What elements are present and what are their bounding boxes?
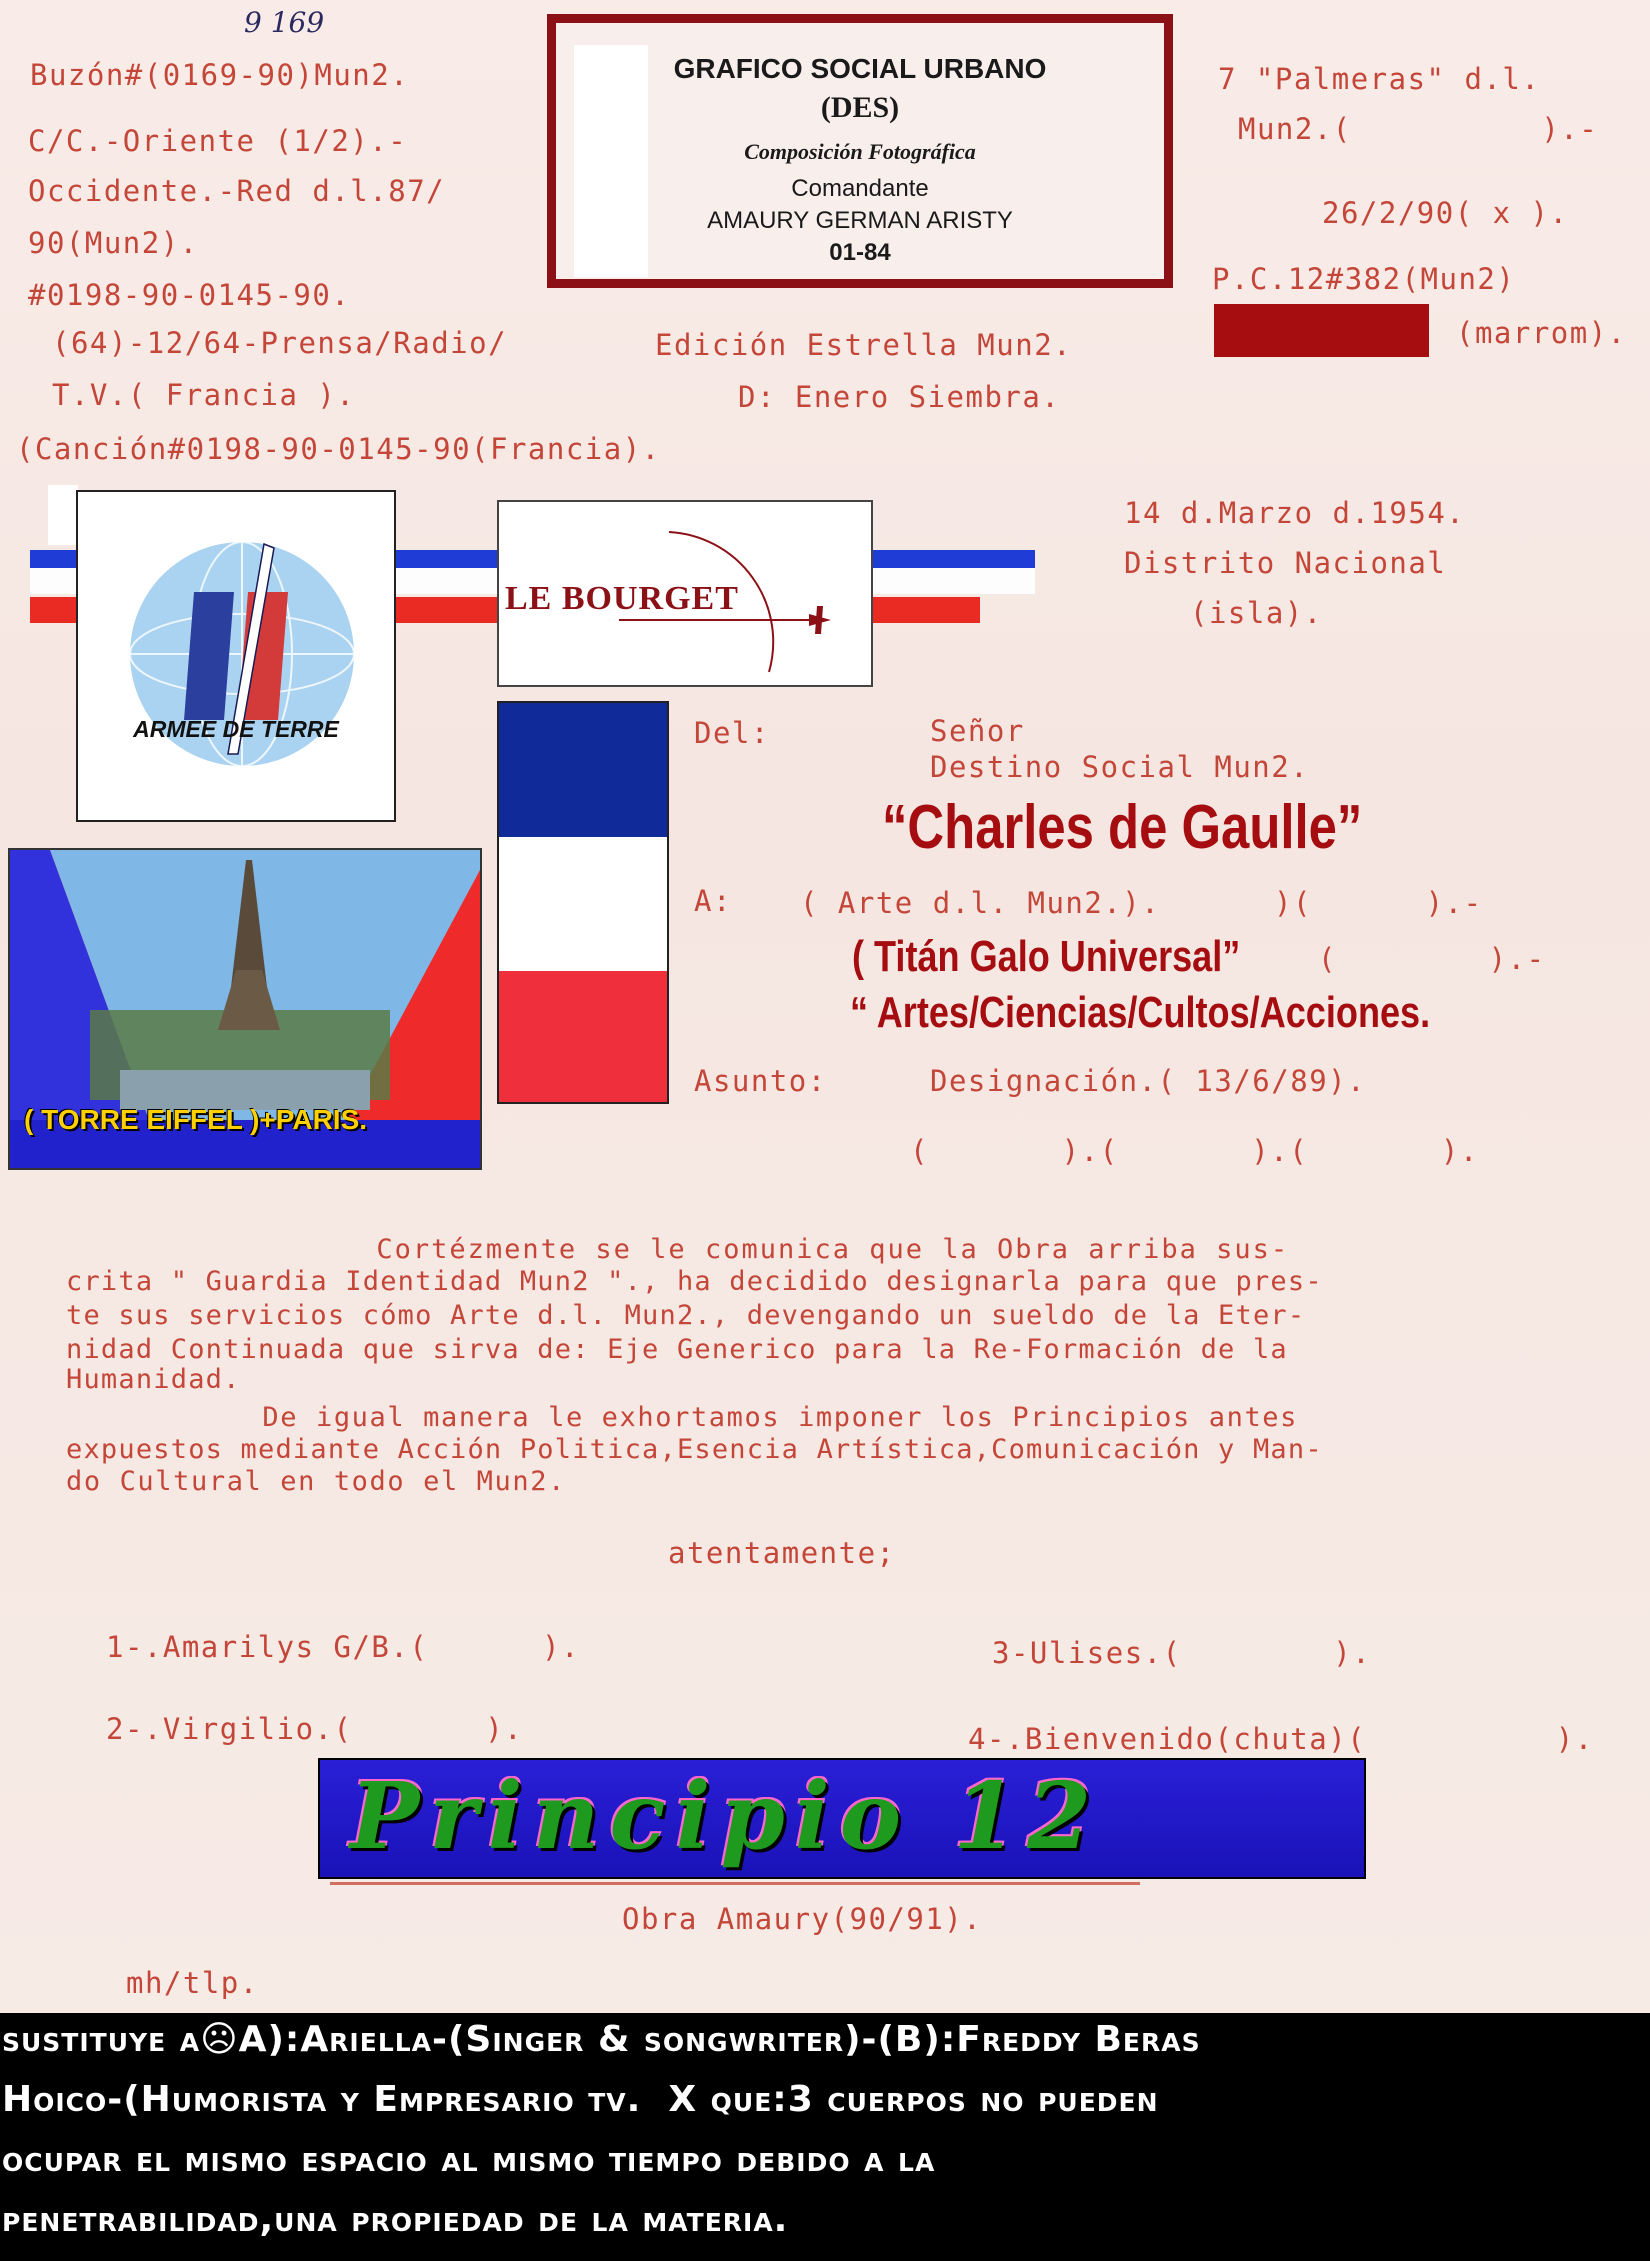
- flag-blue-band: [499, 703, 667, 837]
- signer-1: 1-.Amarilys G/B.( ).: [106, 1630, 580, 1664]
- del-destino: Destino Social Mun2.: [930, 750, 1310, 784]
- ref-number-line: #0198-90-0145-90.: [28, 278, 351, 312]
- buzon-line: Buzón#(0169-90)Mun2.: [30, 58, 410, 92]
- flag-red-band: [499, 971, 667, 1104]
- initials-line: mh/tlp.: [126, 1966, 259, 2000]
- footer-line-1: sustituye a☹A):Ariella-(Singer & songwriter)-(B):Freddy Beras: [2, 2019, 1201, 2060]
- a-value: ( Arte d.l. Mun2.). )( ).-: [800, 886, 1483, 920]
- stamp-line-2: (DES): [820, 91, 900, 124]
- stamp-line-3: Composición Fotográfica: [744, 139, 976, 164]
- eiffel-label: ( TORRE EIFFEL )+PARIS.: [24, 1104, 368, 1135]
- armee-de-terre-logo: [76, 490, 396, 822]
- body-line-7: expuestos mediante Acción Politica,Esencia Artística,Comunicación y Man-: [66, 1434, 1323, 1465]
- composition-stamp: [547, 14, 1173, 288]
- artes-heading: “ Artes/Ciencias/Cultos/Acciones.: [850, 988, 1431, 1037]
- charles-de-gaulle-heading: “Charles de Gaulle”: [882, 793, 1363, 862]
- occidente-line: Occidente.-Red d.l.87/: [28, 174, 446, 208]
- body-line-5: Humanidad.: [66, 1364, 241, 1395]
- pc-line: P.C.12#382(Mun2): [1212, 262, 1516, 296]
- principio-title: Principio 12: [350, 1762, 1102, 1870]
- le-bourget-logo: [497, 500, 873, 687]
- isla-line: (isla).: [1190, 596, 1323, 630]
- palmeras-line: 7 "Palmeras" d.l.: [1218, 62, 1541, 96]
- mun2-blank-line: Mun2.( ).-: [1238, 112, 1599, 146]
- flag-white-band: [499, 837, 667, 971]
- edition-line: Edición Estrella Mun2.: [655, 328, 1073, 362]
- header-date: 26/2/90( x ).: [1322, 196, 1569, 230]
- handwritten-number: 9 169: [244, 6, 325, 39]
- body-line-2: crita " Guardia Identidad Mun2 "., ha decidido designarla para que pres-: [66, 1266, 1323, 1297]
- cancion-line: (Canción#0198-90-0145-90(Francia).: [16, 432, 661, 466]
- body-line-1: Cortézmente se le comunica que la Obra arriba sus-: [66, 1234, 1290, 1265]
- titan-heading: ( Titán Galo Universal”: [852, 932, 1241, 981]
- obra-line: Obra Amaury(90/91).: [622, 1902, 983, 1936]
- eiffel-tower-panel: [8, 848, 482, 1170]
- signer-3: 3-Ulises.( ).: [992, 1636, 1372, 1670]
- ref-mun2-line: 90(Mun2).: [28, 226, 199, 260]
- distrito-line: Distrito Nacional: [1124, 546, 1447, 580]
- cc-oriente-line: C/C.-Oriente (1/2).-: [28, 124, 408, 158]
- body-line-8: do Cultural en todo el Mun2.: [66, 1466, 566, 1497]
- white-corner: [48, 485, 78, 545]
- del-senor: Señor: [930, 714, 1025, 748]
- principio-12-banner: [318, 1758, 1366, 1879]
- stamp-line-6: 01-84: [829, 239, 891, 266]
- armee-globe-icon: [78, 492, 394, 820]
- footer-line-2: Hoico-(Humorista y Empresario tv. X que:3 cuerpos no pueden: [2, 2079, 1159, 2120]
- footer-caption: [0, 2013, 1650, 2261]
- stamp-line-1: GRAFICO SOCIAL URBANO: [673, 53, 1047, 84]
- footer-line-3: ocupar el mismo espacio al mismo tiempo debido a la: [2, 2139, 936, 2180]
- asunto-blanks: ( ).( ).( ).: [910, 1134, 1479, 1168]
- del-label: Del:: [694, 716, 770, 750]
- signer-2: 2-.Virgilio.( ).: [106, 1712, 524, 1746]
- prensa-radio-line: (64)-12/64-Prensa/Radio/: [52, 326, 508, 360]
- marrom-line: (marrom).: [1456, 316, 1627, 350]
- le-bourget-label: LE BOURGET: [505, 580, 739, 617]
- letter-date: 14 d.Marzo d.1954.: [1124, 496, 1466, 530]
- stamp-line-5: AMAURY GERMAN ARISTY: [707, 207, 1013, 234]
- footer-line-4: penetrabilidad,una propiedad de la materia.: [2, 2199, 789, 2240]
- signer-4: 4-.Bienvenido(chuta)( ).: [968, 1722, 1594, 1756]
- asunto-value: Designación.( 13/6/89).: [930, 1064, 1367, 1098]
- stamp-line-4: Comandante: [791, 175, 929, 202]
- a-label: A:: [694, 884, 732, 918]
- tv-francia-line: T.V.( Francia ).: [52, 378, 356, 412]
- closing-line: atentamente;: [668, 1536, 896, 1570]
- redaction-block: [1214, 304, 1429, 357]
- french-flag: [497, 701, 669, 1104]
- body-line-4: nidad Continuada que sirva de: Eje Generico para la Re-Formación de la: [66, 1334, 1288, 1365]
- enero-siembra-line: D: Enero Siembra.: [738, 380, 1061, 414]
- armee-label: ARMEE DE TERRE: [133, 716, 339, 742]
- body-line-6: De igual manera le exhortamos imponer los Principios antes: [66, 1402, 1299, 1433]
- body-line-3: te sus servicios cómo Arte d.l. Mun2., devengando un sueldo de la Eter-: [66, 1300, 1306, 1331]
- banner-underline: [330, 1882, 1140, 1885]
- titan-tail: ( ).-: [1318, 942, 1546, 976]
- asunto-label: Asunto:: [694, 1064, 827, 1098]
